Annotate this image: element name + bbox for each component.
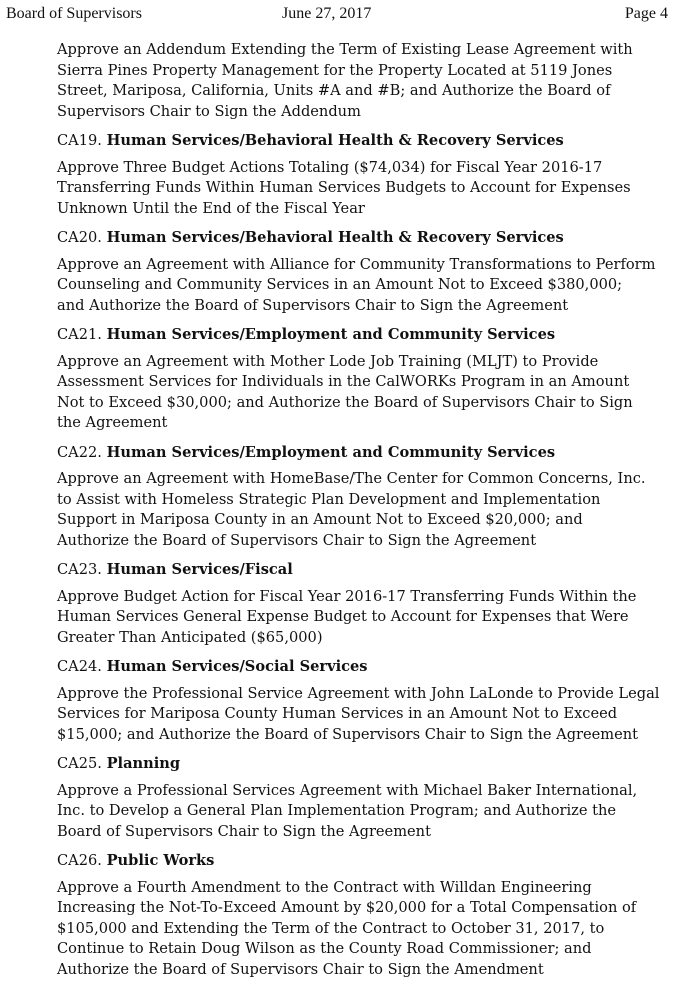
item-code: CA25. — [57, 755, 102, 772]
item-heading — [57, 560, 665, 581]
item-code: CA22. — [57, 443, 102, 461]
item-code: CA19. — [57, 132, 102, 149]
page-header — [6, 4, 668, 24]
item-title: Public Works — [106, 852, 215, 869]
item-description: Approve Three Budget Actions Totaling ($74,034) for Fiscal Year 2016-17 Transferring Funds Within Human Services Budgets to Account for Expenses Unknown Until the End of the Fiscal Year — [57, 158, 631, 217]
agenda-item-ca26 — [57, 851, 665, 980]
item-description: Approve Budget Action for Fiscal Year 2016-17 Transferring Funds Within the Human Services General Expense Budget to Account for Expenses that Were Greater Than Anticipated ($65,000) — [57, 587, 637, 646]
item-description: Approve an Agreement with HomeBase/The Center for Common Concerns, Inc. to Assist with Homeless Strategic Plan Development and Implementation Support in Mariposa County in an Amount Not to Exceed $20,000; and Authorize the Board of Supervisors Chair to Sign the Agreement — [57, 470, 646, 549]
item-code: CA24. — [57, 658, 102, 675]
item-heading — [57, 851, 665, 872]
item-title: Human Services/Behavioral Health & Recovery Services — [106, 132, 564, 149]
header-board-name: Board of Supervisors — [6, 5, 142, 22]
item-description: Approve a Professional Services Agreement with Michael Baker International, Inc. to Develop a General Plan Implementation Program; and Authorize the Board of Supervisors Chair to Sign the Agreement — [57, 781, 638, 840]
item-code: CA26. — [57, 852, 102, 869]
agenda-item-ca20 — [57, 228, 665, 316]
item-heading — [57, 228, 665, 249]
agenda-item-ca23 — [57, 560, 665, 648]
intro-paragraph: Approve an Addendum Extending the Term of Existing Lease Agreement with Sierra Pines Property Management for the Property Located at 5119 Jones Street, Mariposa, California, Units #A and #B; and Authorize the Board of Supervisors Chair to Sign the Addendum — [57, 41, 633, 120]
item-title: Human Services/Employment and Community Services — [106, 443, 556, 461]
item-title: Human Services/Employment and Community Services — [106, 326, 556, 343]
agenda-content — [57, 40, 665, 989]
item-heading — [57, 443, 665, 464]
item-heading — [57, 754, 665, 775]
item-title: Human Services/Fiscal — [106, 561, 293, 578]
item-heading — [57, 325, 665, 346]
agenda-item-ca22 — [57, 443, 665, 552]
agenda-item-ca19 — [57, 131, 665, 219]
agenda-item-ca24 — [57, 657, 665, 745]
item-heading — [57, 131, 665, 152]
item-code: CA20. — [57, 229, 102, 246]
item-title: Human Services/Social Services — [106, 658, 368, 675]
header-page-number: Page 4 — [624, 5, 668, 22]
item-description: Approve a Fourth Amendment to the Contract with Willdan Engineering Increasing the Not-To-Exceed Amount by $20,000 for a Total Compensation of $105,000 and Extending the Term of the Contract to October 31, 2017, to Continue to Retain Doug Wilson as the County Road Commissioner; and Authorize the Board of Supervisors Chair to Sign the Amendment — [57, 878, 637, 978]
item-title: Planning — [106, 755, 181, 772]
item-title: Human Services/Behavioral Health & Recovery Services — [106, 229, 564, 246]
item-code: CA21. — [57, 326, 102, 343]
header-date: June 27, 2017 — [282, 5, 372, 22]
item-code: CA23. — [57, 561, 102, 578]
item-description: Approve the Professional Service Agreement with John LaLonde to Provide Legal Services for Mariposa County Human Services in an Amount Not to Exceed $15,000; and Authorize the Board of Supervisors Chair to Sign the Agreement — [57, 684, 660, 743]
agenda-item-ca21 — [57, 325, 665, 434]
item-heading — [57, 657, 665, 678]
item-description: Approve an Agreement with Alliance for Community Transformations to Perform Counseling and Community Services in an Amount Not to Exceed $380,000; and Authorize the Board of Supervisors Chair to Sign the Agreement — [57, 255, 656, 314]
agenda-item-ca25 — [57, 754, 665, 842]
item-description: Approve an Agreement with Mother Lode Job Training (MLJT) to Provide Assessment Services for Individuals in the CalWORKs Program in an Amount Not to Exceed $30,000; and Authorize the Board of Supervisors Chair to Sign the Agreement — [57, 352, 633, 431]
